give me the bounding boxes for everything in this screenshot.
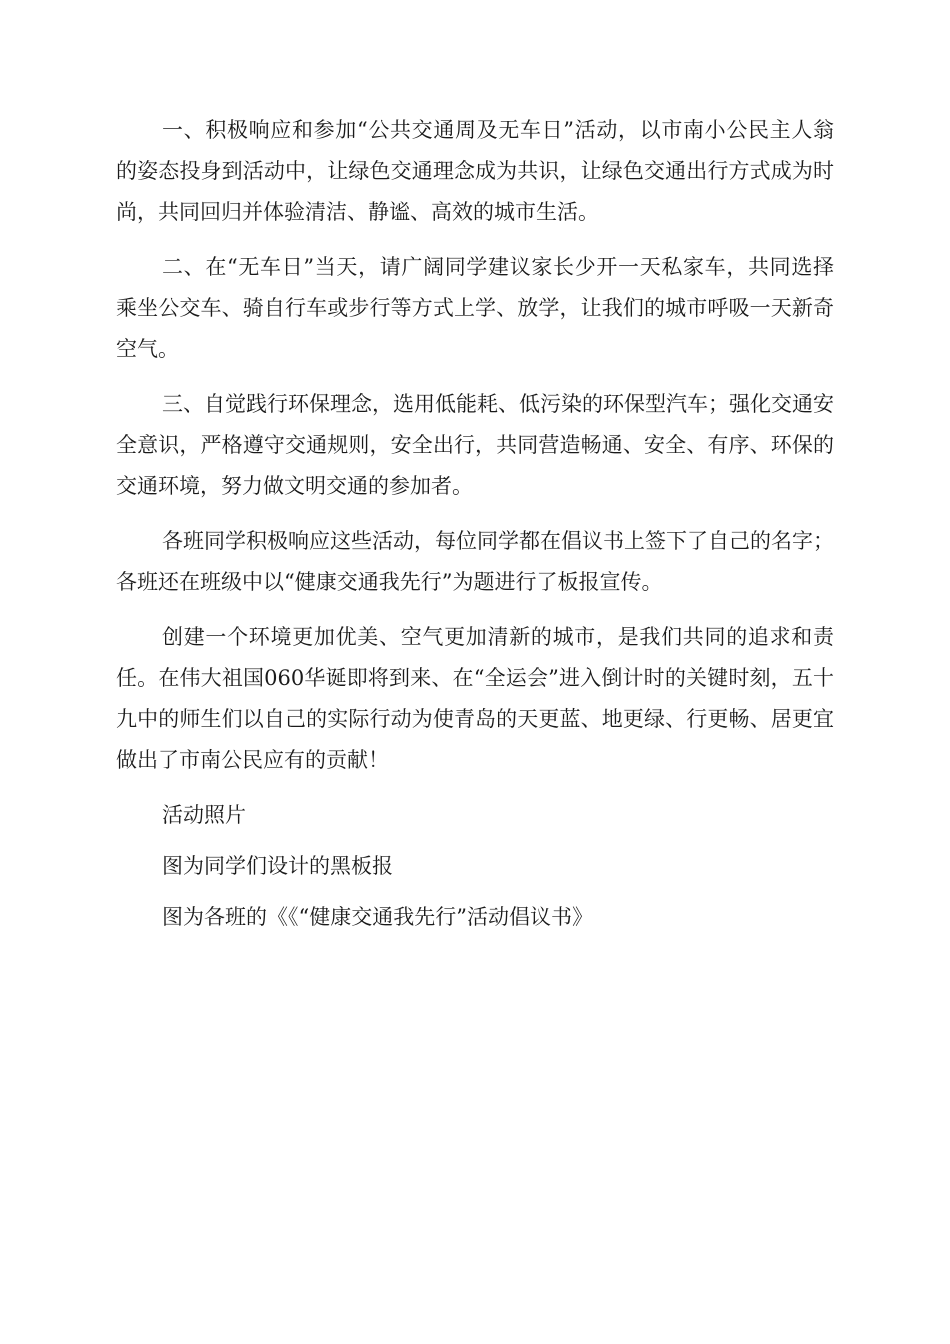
caption-blackboard: 图为同学们设计的黑板报 (162, 854, 393, 878)
caption-proposal: 图为各班的《《“健康交通我先行”活动倡议书》 (162, 905, 593, 929)
paragraph-4: 各班同学积极响应这些活动，每位同学都在倡议书上签下了自己的名字；各班还在班级中以“健康交通我先行”为题进行了板报宣传。 (116, 529, 834, 594)
paragraph-1: 一、积极响应和参加“公共交通周及无车日”活动，以市南小公民主人翁的姿态投身到活动中，让绿色交通理念成为共识，让绿色交通出行方式成为时尚，共同回归并体验清洁、静谧、高效的城市生活。 (116, 118, 834, 224)
document-body (116, 110, 834, 948)
caption-activity-photos: 活动照片 (162, 803, 246, 827)
paragraph-5: 创建一个环境更加优美、空气更加清新的城市，是我们共同的追求和责任。在伟大祖国060华诞即将到来、在“全运会”进入倒计时的关键时刻，五十九中的师生们以自己的实际行动为使青岛的天更蓝、地更绿、行更畅、居更宜做出了市南公民应有的贡献！ (116, 625, 834, 772)
paragraph-2: 二、在“无车日”当天，请广阔同学建议家长少开一天私家车，共同选择乘坐公交车、骑自行车或步行等方式上学、放学，让我们的城市呼吸一天新奇空气。 (116, 255, 834, 361)
paragraph-3: 三、自觉践行环保理念，选用低能耗、低污染的环保型汽车；强化交通安全意识，严格遵守交通规则，安全出行，共同营造畅通、安全、有序、环保的交通环境，努力做文明交通的参加者。 (116, 392, 834, 498)
